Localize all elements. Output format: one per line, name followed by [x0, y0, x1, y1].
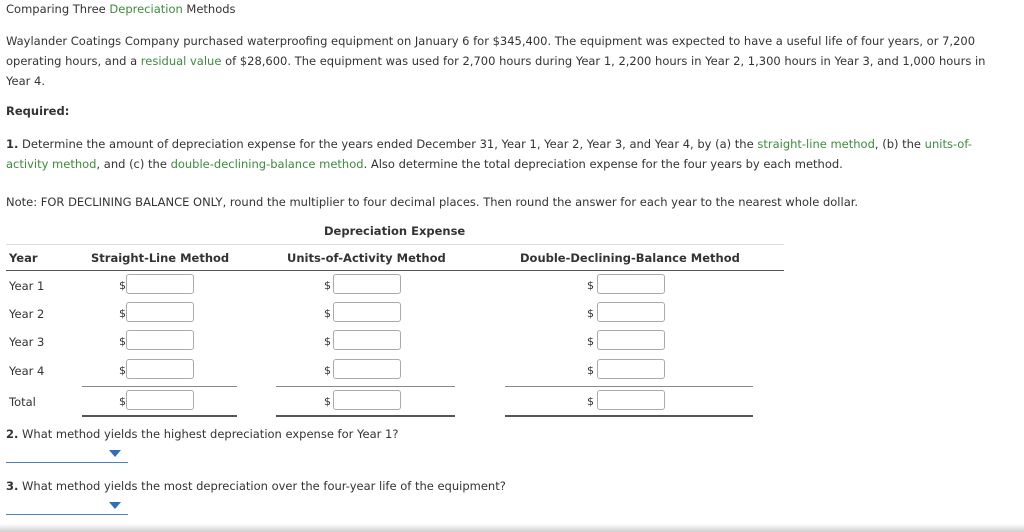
col-header-ddb: Double-Declining-Balance Method — [520, 251, 740, 265]
ua-year-4-input[interactable] — [333, 359, 401, 379]
problem-text: operating hours, and a — [6, 54, 141, 68]
sl-subtotal-line — [82, 386, 237, 387]
question-2-number: 2. — [6, 427, 19, 441]
col-header-straight-line: Straight-Line Method — [91, 251, 230, 265]
ddb-year-1-input[interactable] — [597, 274, 665, 294]
question-text: Determine the amount of depreciation expense for the years ended December 31, Year 1, Year 2, Year 3, and Year 4, by (a) the — [18, 137, 758, 151]
col-header-units-of-activity: Units-of-Activity Method — [287, 251, 446, 265]
currency-sign: $ — [119, 364, 126, 377]
currency-sign: $ — [119, 279, 126, 292]
problem-statement — [6, 31, 1020, 91]
question-1 — [6, 134, 1020, 174]
sl-total-double-line — [82, 415, 237, 417]
currency-sign: $ — [324, 279, 331, 292]
ddb-year-2-input[interactable] — [597, 302, 665, 322]
ddb-year-3-input[interactable] — [597, 330, 665, 350]
col-header-year: Year — [9, 251, 38, 265]
ddb-total-double-line — [505, 415, 753, 417]
ddb-total-input[interactable] — [597, 390, 665, 410]
sl-year-3-input[interactable] — [126, 330, 194, 350]
question-text: , and (c) the — [96, 157, 171, 171]
residual-value-link[interactable]: residual value — [140, 54, 222, 68]
currency-sign: $ — [324, 395, 331, 408]
currency-sign: $ — [324, 307, 331, 320]
ddb-year-4-input[interactable] — [597, 359, 665, 379]
currency-sign: $ — [587, 307, 594, 320]
currency-sign: $ — [324, 364, 331, 377]
question-2-dropdown[interactable] — [6, 442, 128, 464]
question-2-dropdown-underline — [6, 462, 128, 463]
ua-year-3-input[interactable] — [333, 330, 401, 350]
units-of-activity-link-part2[interactable]: activity method — [6, 157, 97, 171]
ua-year-2-input[interactable] — [333, 302, 401, 322]
question-text: . Also determine the total depreciation expense for the four years by each method. — [363, 157, 843, 171]
sl-year-1-input[interactable] — [126, 274, 194, 294]
double-declining-link[interactable]: double-declining-balance method — [170, 157, 364, 171]
currency-sign: $ — [119, 307, 126, 320]
problem-line-3: Year 4. — [6, 74, 45, 88]
page-title — [6, 2, 236, 16]
sl-total-input[interactable] — [126, 390, 194, 410]
ua-subtotal-line — [276, 386, 455, 387]
question-3-text: What method yields the most depreciation over the four-year life of the equipment? — [18, 479, 506, 493]
problem-text: of $28,600. The equipment was used for 2,700 hours during Year 1, 2,200 hours in Year 2, 1,300 hours in Year 3, and 1,000 hours in — [221, 54, 986, 68]
ua-year-1-input[interactable] — [333, 274, 401, 294]
chevron-down-icon — [109, 450, 121, 457]
row-label-year-1: Year 1 — [9, 279, 45, 293]
question-1-number: 1. — [6, 137, 19, 151]
question-2-text: What method yields the highest depreciation expense for Year 1? — [18, 427, 399, 441]
ua-total-double-line — [276, 415, 455, 417]
row-label-total: Total — [9, 395, 36, 409]
problem-line-2 — [6, 51, 1020, 71]
currency-sign: $ — [119, 335, 126, 348]
table-group-header: Depreciation Expense — [324, 224, 466, 238]
currency-sign: $ — [324, 335, 331, 348]
question-2 — [6, 427, 398, 441]
title-suffix: Methods — [182, 2, 236, 16]
sl-year-4-input[interactable] — [126, 359, 194, 379]
question-3-dropdown[interactable] — [6, 494, 128, 516]
question-text: , (b) the — [874, 137, 925, 151]
problem-line-1: Waylander Coatings Company purchased waterproofing equipment on January 6 for $345,400. The equipment was expected to have a useful life of four years, or 7,200 — [6, 34, 976, 48]
question-3 — [6, 479, 506, 493]
currency-sign: $ — [587, 395, 594, 408]
ua-total-input[interactable] — [333, 390, 401, 410]
straight-line-link[interactable]: straight-line method — [757, 137, 875, 151]
currency-sign: $ — [119, 395, 126, 408]
currency-sign: $ — [587, 279, 594, 292]
chevron-down-icon — [109, 502, 121, 509]
row-label-year-2: Year 2 — [9, 307, 45, 321]
units-of-activity-link-part1[interactable]: units-of- — [924, 137, 972, 151]
depreciation-link[interactable]: Depreciation — [109, 2, 183, 16]
currency-sign: $ — [587, 335, 594, 348]
row-label-year-4: Year 4 — [9, 364, 45, 378]
row-label-year-3: Year 3 — [9, 335, 45, 349]
sl-year-2-input[interactable] — [126, 302, 194, 322]
ddb-subtotal-line — [505, 386, 753, 387]
bottom-edge-shadow — [0, 524, 1024, 532]
title-prefix: Comparing Three — [6, 2, 110, 16]
header-underline — [6, 270, 784, 271]
rounding-note: Note: FOR DECLINING BALANCE ONLY, round the multiplier to four decimal places. Then round the answer for each year to the nearest whole dollar. — [6, 195, 859, 209]
currency-sign: $ — [587, 364, 594, 377]
question-3-dropdown-underline — [6, 514, 128, 515]
question-3-number: 3. — [6, 479, 19, 493]
required-label: Required: — [6, 104, 70, 118]
header-divider — [6, 244, 784, 245]
